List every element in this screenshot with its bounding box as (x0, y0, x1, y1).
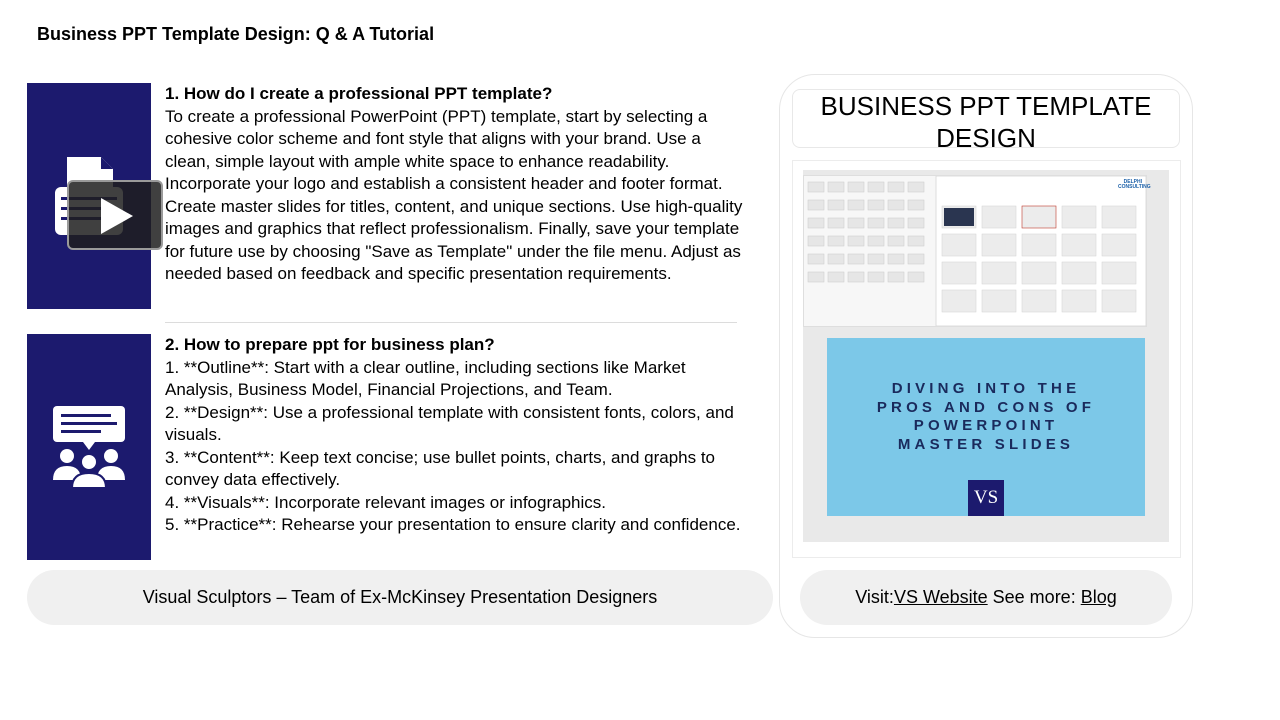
audience-presentation-icon (27, 334, 151, 560)
vs-website-link[interactable]: VS Website (893, 587, 988, 607)
qa-item-1 (27, 83, 743, 309)
slides-thumbnail (803, 175, 1151, 327)
visit-label: Visit: (855, 587, 894, 607)
question-heading: 2. How to prepare ppt for business plan? (165, 335, 495, 354)
play-icon (97, 196, 137, 236)
thumbnail-headline: DIVING INTO THE PROS AND CONS OF POWERPOINT MASTER SLIDES (876, 380, 1096, 453)
card-title: BUSINESS PPT TEMPLATE DESIGN (792, 89, 1180, 148)
play-video-button[interactable] (67, 180, 163, 250)
slide-grid-image (804, 176, 1151, 326)
question-heading: 1. How do I create a professional PPT template? (165, 84, 553, 103)
qa-icon-panel (27, 83, 151, 309)
answer-text: To create a professional PowerPoint (PPT) template, start by selecting a cohesive color scheme and font style that aligns with your brand. Use a clean, simple layout with ample white space to enhance readability. Incorporate your logo and establish a consistent header and footer format. Create master slides for titles, content, and unique sections. Use high-quality images and graphics that reflect professionalism. Finally, save your template for future use by choosing "Save as Template" under the file menu. Adjust as needed based on feedback and specific presentation requirements. (165, 106, 743, 283)
qa-item-2 (27, 334, 741, 560)
vs-logo: VS (968, 480, 1004, 516)
qa-divider (165, 322, 737, 323)
qa-icon-panel (27, 334, 151, 560)
blog-link[interactable]: Blog (1080, 587, 1117, 607)
footer-text: Visual Sculptors – Team of Ex-McKinsey Presentation Designers (142, 587, 658, 607)
footer-banner (27, 570, 773, 625)
page-title: Business PPT Template Design: Q & A Tutorial (37, 24, 435, 44)
see-more-label: See more: (987, 587, 1081, 607)
links-banner (800, 570, 1172, 625)
thumbnail-brand: DELPHI CONSULTING (1118, 179, 1151, 190)
answer-text: 1. **Outline**: Start with a clear outline, including sections like Market Analysis, Business Model, Financial Projections, and Team. 2. **Design**: Use a professional template with consistent fonts, colors, and visuals. 3. **Content**: Keep text concise; use bullet points, charts, and graphs to convey data effectively. 4. **Visuals**: Incorporate relevant images or infographics. 5. **Practice**: Rehearse your presentation to ensure clarity and confidence. (165, 357, 741, 534)
blog-thumbnail (827, 338, 1145, 516)
